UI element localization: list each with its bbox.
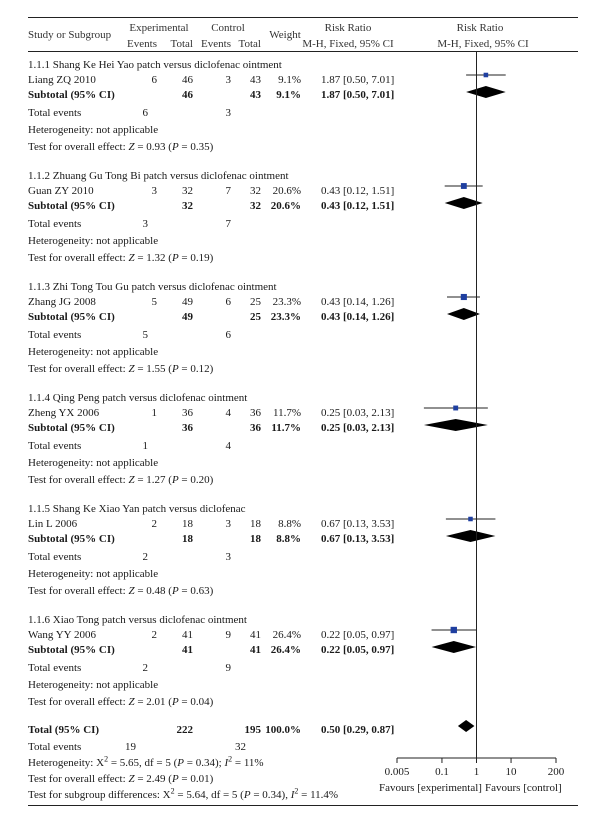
subgroup-title: 1.1.3 Zhi Tong Tou Gu patch versus diclofenac ointment — [28, 281, 277, 293]
text-part: Test for overall effect: — [28, 773, 129, 785]
subtotal-weight: 26.4% — [270, 644, 301, 656]
subtotal-label: Subtotal (95% CI) — [28, 422, 115, 434]
study-3-marker — [461, 294, 467, 300]
total-events-exp: 5 — [142, 329, 148, 341]
total-events-label: Total events — [28, 218, 82, 230]
subtotal-diamond-6 — [432, 641, 476, 653]
text-part: = 0.34), — [250, 789, 291, 801]
text-part: Test for overall effect: — [28, 141, 129, 153]
total-events-exp: 2 — [142, 662, 148, 674]
text-part: P — [243, 789, 251, 801]
study-4-marker — [453, 406, 458, 411]
subtotal-ci: 1.87 [0.50, 7.01] — [321, 89, 395, 101]
study-name: Guan ZY 2010 — [28, 185, 94, 197]
text-part: Test for overall effect: — [28, 252, 129, 264]
study-name: Liang ZQ 2010 — [28, 74, 96, 86]
subtotal-weight: 11.7% — [271, 422, 301, 434]
text-part: 2 — [104, 754, 109, 764]
total-ctrl: 195 — [244, 724, 261, 736]
study-exp-events: 2 — [151, 518, 157, 530]
text-part: = 0.20) — [178, 474, 214, 486]
text-part: = 0.35) — [178, 141, 214, 153]
text-part: P — [171, 773, 179, 785]
subtotal-label: Subtotal (95% CI) — [28, 200, 115, 212]
study-ctrl-events: 4 — [225, 407, 231, 419]
study-exp-total: 32 — [182, 185, 193, 197]
study-exp-total: 41 — [182, 629, 193, 641]
text-part: Z — [128, 696, 135, 708]
subtotal-weight: 23.3% — [270, 311, 301, 323]
text-part: P — [171, 363, 179, 375]
header-plot-method: M-H, Fixed, 95% CI — [437, 38, 529, 50]
subtotal-exp-total: 46 — [182, 89, 193, 101]
subtotal-label: Subtotal (95% CI) — [28, 311, 115, 323]
text-part: Heterogeneity: X — [28, 757, 105, 769]
text-part: Z — [128, 773, 135, 785]
total-events-ctrl: 7 — [225, 218, 231, 230]
total-events-ctrl: 4 — [225, 440, 231, 452]
x-tick-label: 10 — [505, 766, 517, 778]
text-part: = 0.01) — [178, 773, 214, 785]
heterogeneity-text: Heterogeneity: not applicable — [28, 679, 159, 691]
text-part: I — [290, 789, 295, 801]
text-part: 2 — [228, 754, 233, 764]
subtotal-diamond-4 — [424, 419, 488, 431]
text-part: Z — [128, 252, 135, 264]
favours-left: Favours [experimental] — [379, 782, 482, 794]
x-tick-label: 0.005 — [384, 766, 410, 778]
overall-total-events-label: Total events — [28, 741, 82, 753]
text-part: Test for overall effect: — [28, 363, 129, 375]
heterogeneity-text: Heterogeneity: not applicable — [28, 346, 159, 358]
subtotal-ci: 0.43 [0.12, 1.51] — [321, 200, 395, 212]
study-ci: 1.87 [0.50, 7.01] — [321, 74, 395, 86]
study-2-marker — [461, 183, 467, 189]
text-part: = 0.12) — [178, 363, 214, 375]
header-experimental: Experimental — [129, 22, 189, 34]
overall-total-events-exp: 19 — [125, 741, 136, 753]
text-part: Z — [128, 474, 135, 486]
total-events-exp: 1 — [142, 440, 148, 452]
total-weight: 100.0% — [265, 724, 301, 736]
study-ctrl-total: 41 — [250, 629, 261, 641]
subtotal-exp-total: 36 — [182, 422, 193, 434]
subtotal-diamond-5 — [446, 530, 496, 542]
subtotal-ctrl-total: 43 — [250, 89, 261, 101]
subtotal-diamond-1 — [466, 86, 506, 98]
total-events-ctrl: 6 — [225, 329, 231, 341]
study-exp-events: 3 — [151, 185, 157, 197]
study-ci: 0.22 [0.05, 0.97] — [321, 629, 395, 641]
study-ctrl-total: 18 — [250, 518, 261, 530]
text-part: = 0.48 ( — [134, 585, 172, 597]
study-ci: 0.67 [0.13, 3.53] — [321, 518, 395, 530]
header-method: M-H, Fixed, 95% CI — [302, 38, 394, 50]
text-part: Z — [128, 585, 135, 597]
study-exp-events: 6 — [151, 74, 157, 86]
subtotal-label: Subtotal (95% CI) — [28, 89, 115, 101]
study-exp-total: 46 — [182, 74, 193, 86]
text-part: Test for overall effect: — [28, 696, 129, 708]
overall-total-events-ctrl: 32 — [235, 741, 246, 753]
study-ci: 0.43 [0.14, 1.26] — [321, 296, 395, 308]
subtotal-ctrl-total: 41 — [250, 644, 261, 656]
text-part: P — [171, 141, 179, 153]
x-tick-label: 200 — [547, 766, 565, 778]
study-exp-total: 36 — [182, 407, 193, 419]
text-part: = 1.55 ( — [134, 363, 172, 375]
study-weight: 8.8% — [278, 518, 301, 530]
total-events-ctrl: 3 — [225, 551, 231, 563]
header-control: Control — [211, 22, 245, 34]
total-label: Total (95% CI) — [28, 724, 100, 736]
text-part: = 0.04) — [178, 696, 214, 708]
total-events-label: Total events — [28, 329, 82, 341]
study-exp-events: 1 — [151, 407, 157, 419]
header-ctrl-events: Events — [201, 38, 231, 50]
text-part: P — [171, 696, 179, 708]
text-part: = 0.34); — [184, 757, 225, 769]
header-weight: Weight — [269, 29, 301, 41]
text-part: = 1.32 ( — [134, 252, 172, 264]
study-ctrl-total: 32 — [250, 185, 261, 197]
text-part: P — [171, 252, 179, 264]
text-part: Test for overall effect: — [28, 474, 129, 486]
text-part: P — [171, 474, 179, 486]
text-part: = 2.01 ( — [134, 696, 172, 708]
subtotal-exp-total: 49 — [182, 311, 193, 323]
heterogeneity-text: Heterogeneity: not applicable — [28, 235, 159, 247]
text-part: Z — [128, 141, 135, 153]
total-events-ctrl: 9 — [225, 662, 231, 674]
header-study: Study or Subgroup — [28, 29, 112, 41]
subtotal-weight: 8.8% — [276, 533, 301, 545]
text-part: 2 — [170, 786, 175, 796]
total-events-label: Total events — [28, 551, 82, 563]
subgroup-title: 1.1.2 Zhuang Gu Tong Bi patch versus diclofenac ointment — [28, 170, 289, 182]
subtotal-ctrl-total: 25 — [250, 311, 261, 323]
study-ctrl-events: 3 — [225, 74, 231, 86]
total-events-exp: 3 — [142, 218, 148, 230]
total-ci: 0.50 [0.29, 0.87] — [321, 724, 395, 736]
text-part: = 5.65, df = 5 ( — [108, 757, 178, 769]
total-exp: 222 — [176, 724, 193, 736]
x-tick-label: 1 — [473, 766, 480, 778]
study-ctrl-total: 36 — [250, 407, 261, 419]
study-weight: 23.3% — [272, 296, 301, 308]
subtotal-ci: 0.43 [0.14, 1.26] — [321, 311, 395, 323]
text-part: Test for overall effect: — [28, 585, 129, 597]
study-name: Zheng YX 2006 — [28, 407, 100, 419]
study-name: Lin L 2006 — [28, 518, 78, 530]
subtotal-ci: 0.67 [0.13, 3.53] — [321, 533, 395, 545]
text-part: 2 — [294, 786, 299, 796]
subtotal-label: Subtotal (95% CI) — [28, 533, 115, 545]
study-1-marker — [484, 73, 489, 78]
heterogeneity-text: Heterogeneity: not applicable — [28, 124, 159, 136]
header-exp-total: Total — [170, 38, 193, 50]
subtotal-weight: 20.6% — [270, 200, 301, 212]
heterogeneity-text: Heterogeneity: not applicable — [28, 568, 159, 580]
text-part: = 11.4% — [298, 789, 339, 801]
text-part: = 0.93 ( — [134, 141, 172, 153]
text-part: = 2.49 ( — [134, 773, 172, 785]
total-events-exp: 6 — [142, 107, 148, 119]
header-ctrl-total: Total — [238, 38, 261, 50]
text-part: Z — [128, 363, 135, 375]
study-exp-events: 5 — [151, 296, 157, 308]
subtotal-exp-total: 41 — [182, 644, 193, 656]
total-events-ctrl: 3 — [225, 107, 231, 119]
x-tick-label: 0.1 — [435, 766, 449, 778]
total-events-label: Total events — [28, 107, 82, 119]
study-name: Zhang JG 2008 — [28, 296, 96, 308]
text-part: P — [177, 757, 185, 769]
study-name: Wang YY 2006 — [28, 629, 96, 641]
study-ctrl-events: 3 — [225, 518, 231, 530]
study-ci: 0.25 [0.03, 2.13] — [321, 407, 395, 419]
subtotal-ctrl-total: 32 — [250, 200, 261, 212]
study-weight: 20.6% — [272, 185, 301, 197]
header-exp-events: Events — [127, 38, 157, 50]
text-part: = 1.27 ( — [134, 474, 172, 486]
text-part: = 0.63) — [178, 585, 214, 597]
text-part: P — [171, 585, 179, 597]
study-exp-events: 2 — [151, 629, 157, 641]
text-part: Test for subgroup differences: X — [28, 789, 171, 801]
study-exp-total: 18 — [182, 518, 193, 530]
study-ctrl-total: 43 — [250, 74, 261, 86]
study-weight: 11.7% — [272, 407, 301, 419]
total-events-exp: 2 — [142, 551, 148, 563]
subgroup-title: 1.1.1 Shang Ke Hei Yao patch versus diclofenac ointment — [28, 59, 282, 71]
text-part: = 11% — [232, 757, 264, 769]
study-ctrl-events: 7 — [225, 185, 231, 197]
subgroup-title: 1.1.4 Qing Peng patch versus diclofenac ointment — [28, 392, 248, 404]
study-ctrl-events: 9 — [225, 629, 231, 641]
subtotal-label: Subtotal (95% CI) — [28, 644, 115, 656]
heterogeneity-text: Heterogeneity: not applicable — [28, 457, 159, 469]
text-part: = 0.19) — [178, 252, 214, 264]
total-diamond — [458, 720, 474, 732]
subgroup-title: 1.1.5 Shang Ke Xiao Yan patch versus diclofenac — [28, 503, 246, 515]
subtotal-exp-total: 18 — [182, 533, 193, 545]
subtotal-ci: 0.22 [0.05, 0.97] — [321, 644, 395, 656]
study-ci: 0.43 [0.12, 1.51] — [321, 185, 395, 197]
study-6-marker — [451, 627, 457, 633]
total-events-label: Total events — [28, 662, 82, 674]
header-risk-ratio: Risk Ratio — [324, 22, 372, 34]
study-weight: 9.1% — [278, 74, 301, 86]
total-events-label: Total events — [28, 440, 82, 452]
header-plot-risk-ratio: Risk Ratio — [456, 22, 504, 34]
subtotal-diamond-3 — [447, 308, 480, 320]
text-part: I — [224, 757, 229, 769]
study-5-marker — [468, 517, 473, 522]
study-weight: 26.4% — [272, 629, 301, 641]
study-exp-total: 49 — [182, 296, 193, 308]
study-ctrl-total: 25 — [250, 296, 261, 308]
subtotal-ctrl-total: 36 — [250, 422, 261, 434]
subtotal-exp-total: 32 — [182, 200, 193, 212]
text-part: = 5.64, df = 5 ( — [174, 789, 244, 801]
subtotal-ctrl-total: 18 — [250, 533, 261, 545]
study-ctrl-events: 6 — [225, 296, 231, 308]
favours-right: Favours [control] — [485, 782, 562, 794]
subtotal-ci: 0.25 [0.03, 2.13] — [321, 422, 395, 434]
subgroup-title: 1.1.6 Xiao Tong patch versus diclofenac ointment — [28, 614, 247, 626]
subtotal-weight: 9.1% — [276, 89, 301, 101]
